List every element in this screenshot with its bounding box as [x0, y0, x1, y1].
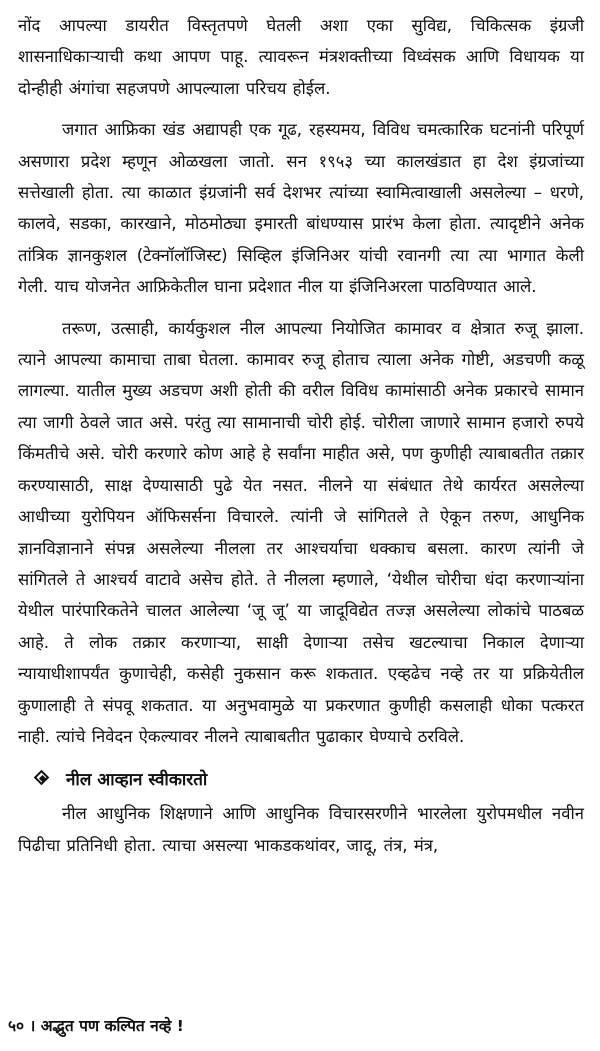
paragraph-africa: जगात आफ्रिका खंड अद्यापही एक गूढ, रहस्यमय, विविध चमत्कारिक घटनांनी परिपूर्ण असणारा प्रदेश म्हणून ओळखला जातो. सन १९५३ च्या कालखंडात हा देश इंग्रजांच्या सत्तेखाली होता. त्या काळात इंग्रजांनी सर्व देशभर त्यांच्या स्वामित्वाखाली असलेल्या – धरणे, कालवे, सडका, कारखाने, मोठमोठ्या इमारती बांधण्यास प्रारंभ केला होता. त्यादृष्टीने अनेक तांत्रिक ज्ञानकुशल (टेक्नॉलॉजिस्ट) सिव्हिल इंजिनिअर यांची रवानगी त्या त्या भागात केली गेली. याच योजनेत आफ्रिकेतील घाना प्रदेशात नील या इंजिनिअरला पाठविण्यात आले. — [18, 120, 584, 297]
paragraph-intro: नोंद आपल्या डायरीत विस्तृतपणे घेतली अशा एका सुविद्य, चिकित्सक इंग्रजी शासनाधिकाऱ्याची कथा आपण पाहू. त्यावरून मंत्रशक्तीच्या विध्वंसक आणि विधायक या दोन्हीही अंगांचा सहजपणे आपल्याला परिचय होईल. — [18, 16, 584, 98]
diamond-bullet-icon — [34, 770, 50, 786]
section-heading-text: नील आव्हान स्वीकारतो — [66, 769, 208, 790]
paragraph-neel-work: तरूण, उत्साही, कार्यकुशल नील आपल्या नियोजित कामावर व क्षेत्रात रुजू झाला. त्याने आपल्या कामाचा ताबा घेतला. कामावर रुजू होताच त्याला अनेक गोष्टी, अडचणी कळू लागल्या. यातील मुख्य अडचण अशी होती की वरील विविध कामांसाठी अनेक प्रकारचे सामान त्या जागी ठेवले जात असे. परंतु त्या सामानाची चोरी होई. चोरीला जाणारे सामान हजारो रुपये किंमतीचे असे. चोरी करणारे कोण आहे हे सर्वांना माहीत असे, पण कुणीही त्याबाबतीत तक्रार करण्यासाठी, साक्ष देण्यासाठी पुढे येत नसत. नीलने या संबंधात तेथे कार्यरत असलेल्या आधीच्या युरोपियन ऑफिसर्सना विचारले. त्यांनी जे सांगितले ते ऐकून तरुण, आधुनिक ज्ञानविज्ञानाने संपन्न असलेल्या नीलला तर आश्चर्याचा धक्काच बसला. कारण त्यांनी जे सांगितले ते आश्चर्य वाटावे असेच होते. ते नीलला म्हणाले, ‘येथील चोरीचा धंदा करणाऱ्यांना येथील पारंपारिकतेने चालत आलेल्या ‘जू जू’ या जादूविद्येत तज्ज्ञ असलेल्या लोकांचे पाठबळ आहे. ते लोक तक्रार करणाऱ्या, साक्षी देणाऱ्या तसेच खटल्याचा निकाल देणाऱ्या न्यायाधीशापर्यंत कुणाचेही, कसेही नुकसान करू शकतात. एव्हढेच नव्हे तर या प्रक्रियेतील कुणालाही ते संपवू शकतात. या अनुभवामुळे या प्रकरणात कुणीही कसलाही धोका पत्करत नाही. त्यांचे निवेदन ऐकल्यावर नीलने त्याबाबतीत पुढाकार घेण्याचे ठरविले. — [18, 318, 584, 746]
paragraph-neel-modern: नील आधुनिक शिक्षणाने आणि आधुनिक विचारसरणीने भारलेला युरोपमधील नवीन पिढीचा प्रतिनिधी होता. त्याचा असल्या भाकडकथांवर, जादू, तंत्र, मंत्र, — [18, 804, 584, 855]
section-heading — [18, 760, 584, 796]
page-footer: ५० । अद्भुत पण कल्पित नव्हे ! — [8, 1017, 184, 1035]
